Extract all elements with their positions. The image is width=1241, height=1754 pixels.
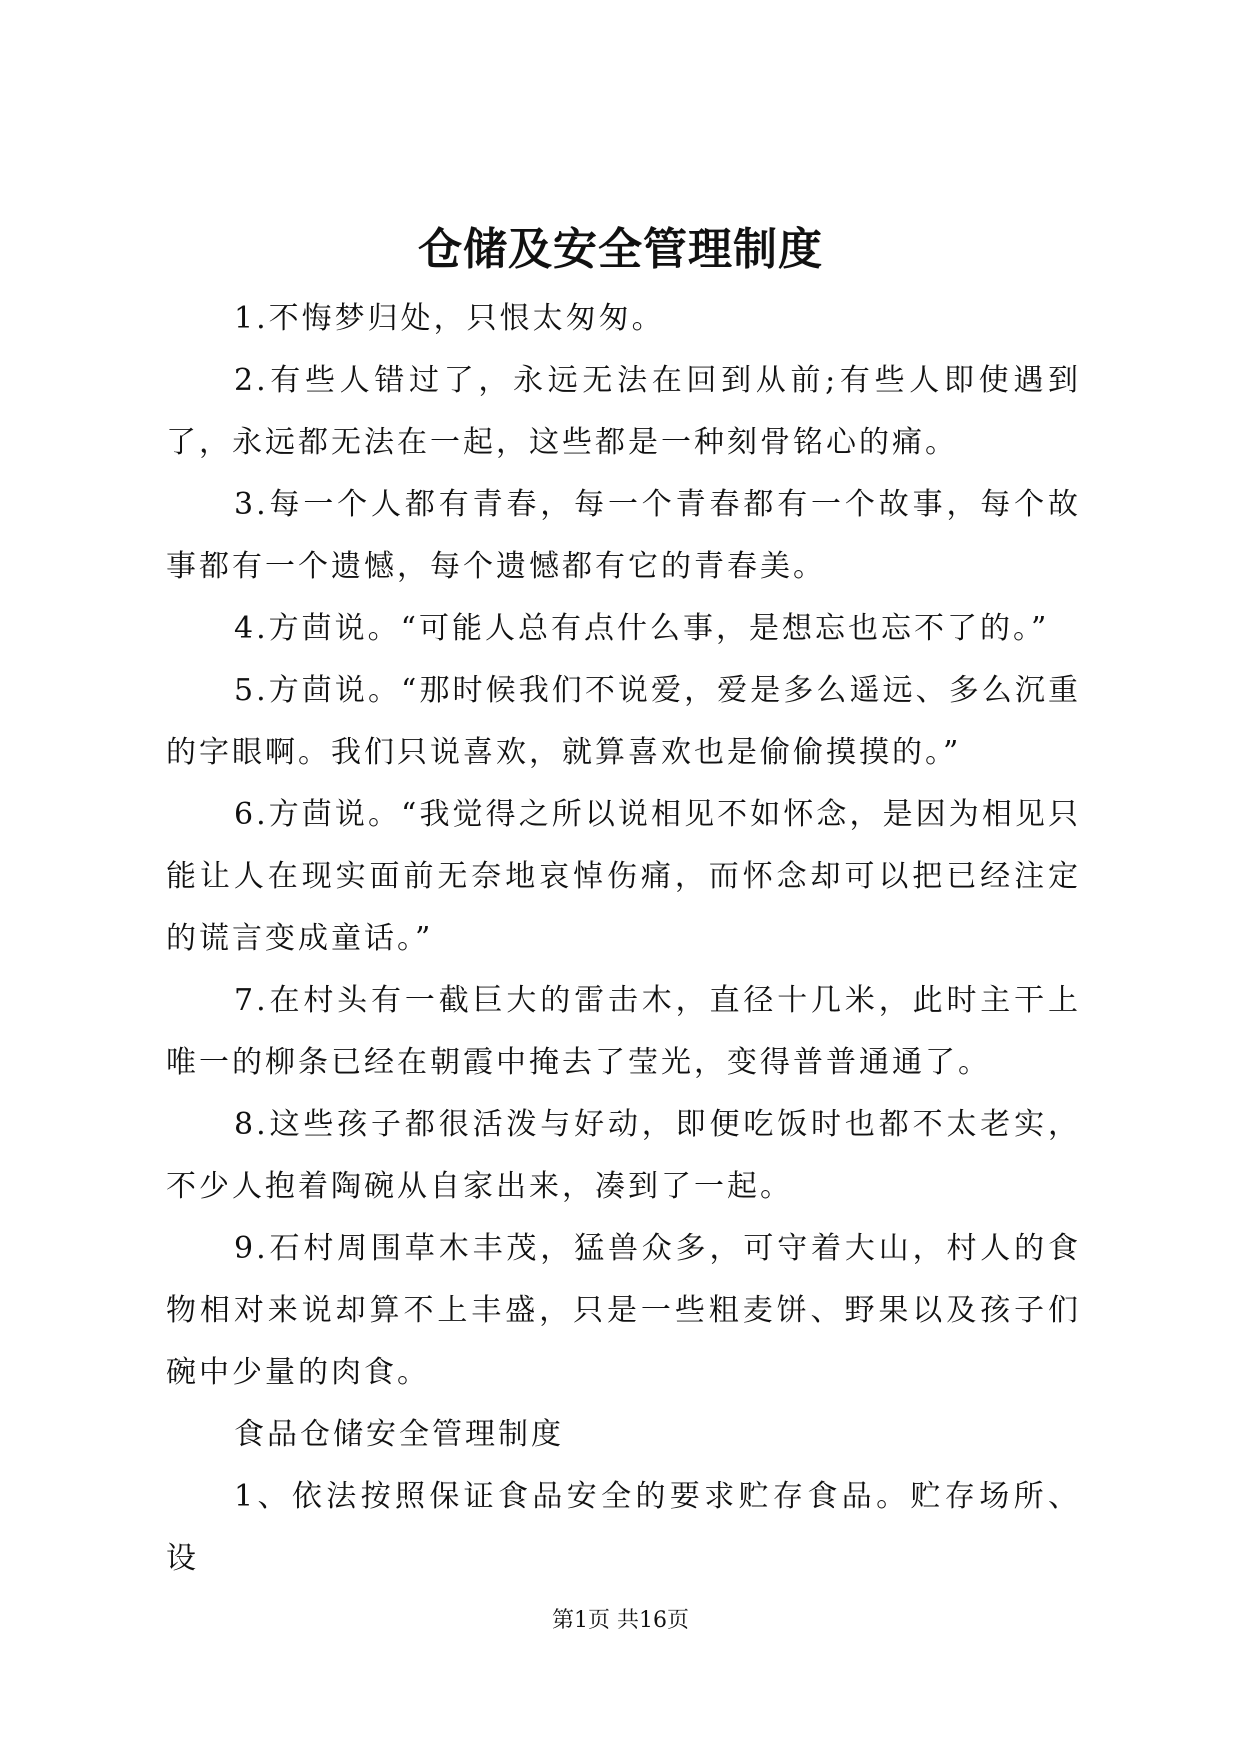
document-title: 仓储及安全管理制度 bbox=[418, 224, 823, 275]
paragraph-6: 6.方茴说。“我觉得之所以说相见不如怀念，是因为相见只能让人在现实面前无奈地哀悼伤痛，而怀念却可以把已经注定的谎言变成童话。” bbox=[166, 797, 1081, 956]
section-heading: 食品仓储安全管理制度 bbox=[234, 1417, 564, 1452]
paragraph-7: 7.在村头有一截巨大的雷击木，直径十几米，此时主干上唯一的柳条已经在朝霞中掩去了莹光，变得普普通通了。 bbox=[166, 983, 1081, 1080]
paragraph-2: 2.有些人错过了，永远无法在回到从前;有些人即使遇到了，永远都无法在一起，这些都是一种刻骨铭心的痛。 bbox=[166, 363, 1081, 460]
document-body bbox=[166, 288, 1081, 1590]
paragraph-9: 9.石村周围草木丰茂，猛兽众多，可守着大山，村人的食物相对来说却算不上丰盛，只是一些粗麦饼、野果以及孩子们碗中少量的肉食。 bbox=[166, 1231, 1081, 1390]
page-footer: 第1页 共16页 bbox=[552, 1608, 689, 1633]
paragraph-3: 3.每一个人都有青春，每一个青春都有一个故事，每个故事都有一个遗憾，每个遗憾都有它的青春美。 bbox=[166, 487, 1081, 584]
paragraph-5: 5.方茴说。“那时候我们不说爱，爱是多么遥远、多么沉重的字眼啊。我们只说喜欢，就算喜欢也是偷偷摸摸的。” bbox=[166, 673, 1081, 770]
paragraph-1: 1.不悔梦归处，只恨太匆匆。 bbox=[234, 301, 665, 336]
paragraph-10: 1、依法按照保证食品安全的要求贮存食品。贮存场所、设 bbox=[166, 1479, 1081, 1576]
paragraph-8: 8.这些孩子都很活泼与好动，即便吃饭时也都不太老实，不少人抱着陶碗从自家出来，凑到了一起。 bbox=[166, 1107, 1081, 1204]
paragraph-4: 4.方茴说。“可能人总有点什么事，是想忘也忘不了的。” bbox=[234, 611, 1050, 646]
